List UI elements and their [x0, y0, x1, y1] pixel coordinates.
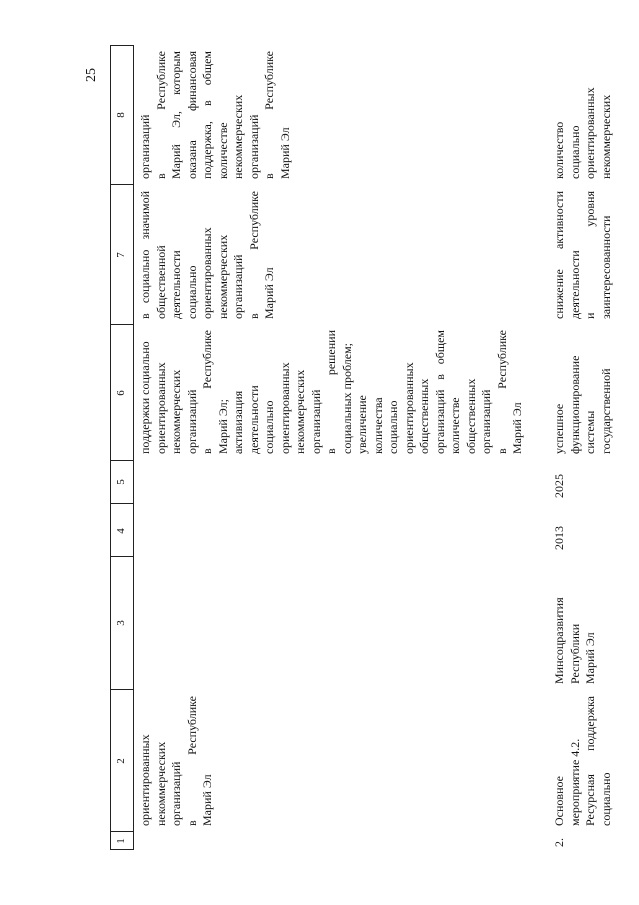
column-number: 6 — [115, 390, 127, 396]
page-number: 25 — [84, 68, 99, 82]
rotated-table — [110, 45, 625, 850]
column-number: 8 — [115, 112, 127, 118]
col-divider — [110, 45, 133, 46]
column-number: 5 — [115, 479, 127, 485]
continuation-col7: в социально значимой общественной деятельности социально ориентированных некоммерческих организаций в Республике Марий Эл — [138, 191, 276, 319]
column-number: 4 — [115, 528, 127, 534]
row2-col8: количество социально ориентированных некоммерческих — [552, 87, 613, 179]
row2-col4: 2013 — [552, 526, 566, 550]
row2-col6: успешное функционирование системы государственной — [552, 355, 613, 454]
col-divider — [110, 184, 133, 185]
row2-col2: Основное мероприятие 4.2. Ресурсная поддержка социально — [552, 696, 613, 826]
col-divider — [110, 556, 133, 557]
row2-col5: 2025 — [552, 474, 566, 498]
header-bottom-border — [133, 45, 134, 850]
col-divider — [110, 460, 133, 461]
continuation-col2: ориентированных некоммерческих организаций в Республике Марий Эл — [138, 696, 214, 826]
col-divider — [110, 503, 133, 504]
table-top-border — [110, 45, 111, 850]
row2-col3: Минсоцразвития Республики Марий Эл — [552, 597, 597, 684]
continuation-col8: организаций в Республике Марий Эл, которым оказана финансовая поддержка, в общем количестве некоммерческих организаций в Республике Марий Эл — [138, 51, 292, 179]
row2-col7: снижение активности деятельности и уровня заинтересованности — [552, 191, 613, 319]
column-number: 1 — [115, 838, 127, 844]
continuation-col6: поддержки социально ориентированных некоммерческих организаций в Республике Марий Эл; активизация деятельности социально ориентированных некоммерческих организаций в решении социальных проблем; увеличение количества социально ориентированных общественных организаций в общем количестве общественных организаций в Республике Марий Эл — [138, 330, 524, 454]
column-number: 7 — [115, 252, 127, 258]
col-divider — [110, 689, 133, 690]
column-number: 2 — [115, 758, 127, 764]
row2-number: 2. — [552, 838, 566, 847]
col-divider — [110, 324, 133, 325]
column-number: 3 — [115, 620, 127, 626]
